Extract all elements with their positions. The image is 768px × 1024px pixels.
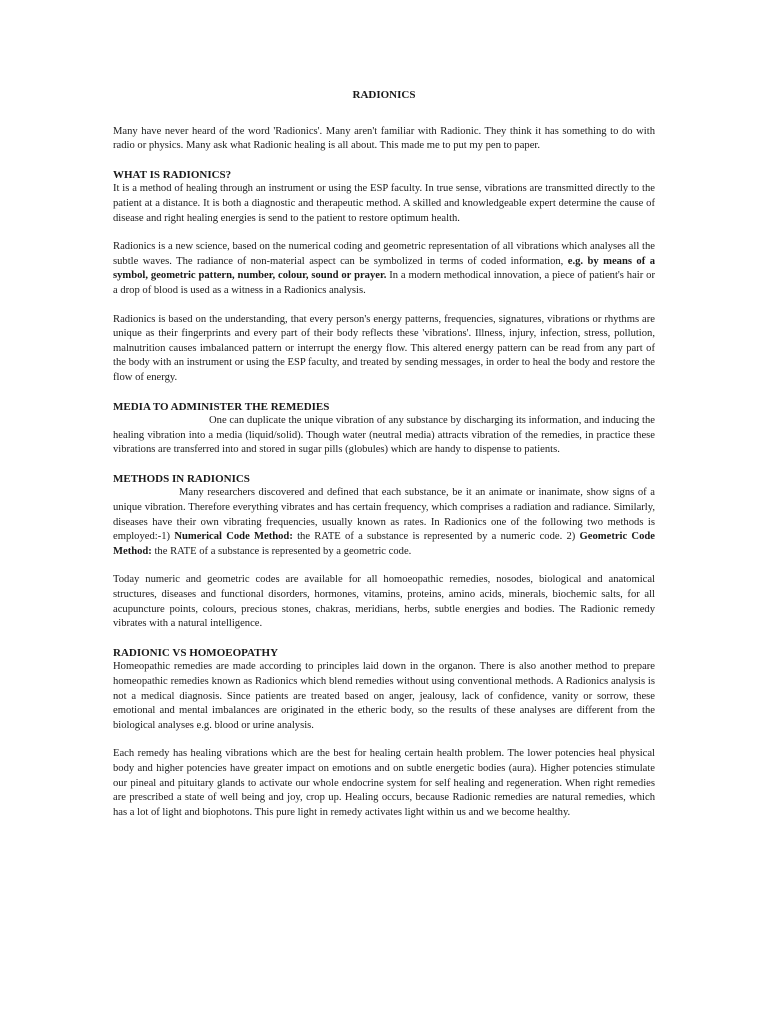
paragraph-energy-patterns: Radionics is based on the understanding, that every person's energy patterns, frequencies, signatures, vibrations or rhythms are unique as their fingerprints and every part of their body reflects these 'vibrations'. Illness, injury, infection, stress, pollution, malnutrition causes imbalanced pattern or interrupt the energy flow. This altered energy pattern can be read from any part of the body with an instrument or using the ESP faculty, and treated by sending messages, in order to heal the body and restore the flow of energy. bbox=[113, 313, 655, 383]
paragraph-text: In a modern methodical innovation, a piece of patient's hair or a drop of blood is used as a witness in a Radionics analysis. bbox=[113, 270, 655, 296]
document-title: RADIONICS bbox=[352, 89, 416, 101]
paragraph-text: the RATE of a substance is represented by a numeric code. 2) bbox=[292, 531, 580, 543]
paragraph-text: Many researchers discovered and defined that each substance, be it an animate or inanimate, show signs of a unique vibration. Therefore everything vibrates and has certain frequency, which comprises a radiation and radiance. Similarly, diseases have their own vibrating frequencies, usually known as rates. In Radionics one of the following two methods is employed:-1) bbox=[113, 487, 655, 543]
paragraph-text: the RATE of a substance is represented by a geometric code. bbox=[151, 545, 412, 557]
intro-paragraph: Many have never heard of the word 'Radionics'. Many aren't familiar with Radionic. They think it has something to do with radio or physics. Many ask what Radionic healing is all about. This made me to put my pen to paper. bbox=[113, 125, 655, 152]
paragraph-codes-available: Today numeric and geometric codes are available for all homoeopathic remedies, nosodes, biological and anatomical structures, diseases and functional disorders, hormones, vitamins, proteins, amino acids, minerals, biochemic salts, for all acupuncture points, colours, precious stones, chakras, meridians, herbs, subtle energies and bodies. The Radionic remedy vibrates with a natural intelligence. bbox=[113, 574, 655, 630]
section-heading-methods: METHODS IN RADIONICS bbox=[113, 472, 250, 485]
paragraph-healing-vibrations: Each remedy has healing vibrations which are the best for healing certain health problem. The lower potencies heal physical body and higher potencies have greater impact on emotions and on subtle energetic bodies (aura). Higher potencies stimulate our pineal and pituitary glands to activate our whole endocrine system for self healing and regeneration. When right remedies are prescribed a state of well being and joy, crop up. Healing occurs, because Radionic remedies are natural remedies, which has a lot of light and biophotons. This pure light in remedy activates light within us and we become healthy. bbox=[113, 748, 655, 818]
paragraph-media bbox=[113, 414, 655, 458]
bold-emphasis: e.g. by means of a symbol, geometric pattern, number, colour, sound or prayer. bbox=[113, 255, 655, 282]
bold-geometric-code: Geometric Code Method: bbox=[113, 531, 655, 557]
section-heading-media: MEDIA TO ADMINISTER THE REMEDIES bbox=[113, 400, 330, 413]
paragraph-new-science bbox=[113, 240, 655, 298]
bold-numerical-code: Numerical Code Method: bbox=[174, 531, 293, 543]
paragraph-text: One can duplicate the unique vibration of any substance by discharging its information, and inducing the healing vibration into a media (liquid/solid). Though water (neutral media) attracts vibration of the remedies, in practice these vibrations are transferred into and stored in sugar pills (globules) which are handy to dispense to patients. bbox=[113, 415, 655, 456]
section-heading-what-is-radionics: WHAT IS RADIONICS? bbox=[113, 168, 232, 181]
section-heading-radionic-vs-homoeopathy: RADIONIC VS HOMOEOPATHY bbox=[113, 646, 279, 659]
document-page bbox=[113, 88, 655, 820]
paragraph-methods bbox=[113, 486, 655, 559]
paragraph-text: Radionics is a new science, based on the numerical coding and geometric representation of all vibrations which analyses all the subtle waves. The radiance of non-material aspect can be symbolized in terms of coded information, bbox=[113, 241, 655, 267]
paragraph-homeopathic-remedies: Homeopathic remedies are made according to principles laid down in the organon. There is also another method to prepare homeopathic remedies known as Radionics which blend remedies without using conventional methods. A Radionics analysis is not a medical diagnosis. Since patients are treated based on anger, jealousy, lack of confidence, vanity or sorrow, these emotional and mental imbalances are originated in the etheric body, so the results of these analyses are different from the biological analyses e.g. blood or urine analysis. bbox=[113, 661, 655, 731]
paragraph-definition: It is a method of healing through an instrument or using the ESP faculty. In true sense, vibrations are transmitted directly to the patient at a distance. It is both a diagnostic and therapeutic method. A skilled and knowledgeable expert determine the cause of disease and right healing energies is send to the patient to restore optimum health. bbox=[113, 183, 655, 224]
